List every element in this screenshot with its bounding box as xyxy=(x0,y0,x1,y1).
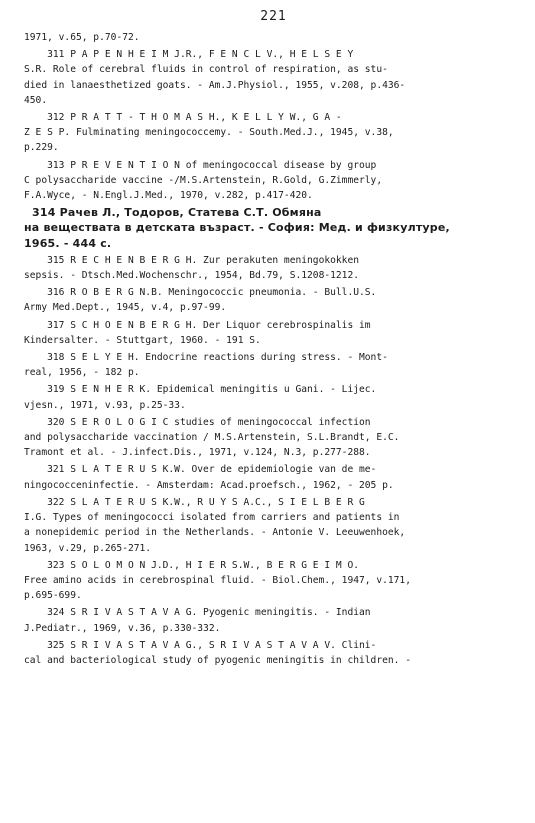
entry-line: vjesn., 1971, v.93, p.25-33. xyxy=(24,399,186,411)
entry-line: a nonepidemic period in the Netherlands. - Antonie V. Leeuwenhoek, xyxy=(24,527,406,539)
entry-line: 316 R O B E R G N.B. Meningococcic pneumonia. - Bull.U.S. xyxy=(24,287,377,299)
entry-line: real, 1956, - 182 p. xyxy=(24,367,140,379)
entry-line: Kindersalter. - Stuttgart, 1960. - 191 S. xyxy=(24,334,261,346)
entry-line: Free amino acids in cerebrospinal fluid. - Biol.Chem., 1947, v.171, xyxy=(24,574,411,586)
entry-line: and polysaccharide vaccination / M.S.Artenstein, S.L.Brandt, E.C. xyxy=(24,432,400,444)
bibliography-entry xyxy=(24,253,523,283)
entry-line: J.Pediatr., 1969, v.36, p.330-332. xyxy=(24,622,221,634)
bibliography-entry xyxy=(24,415,523,461)
entry-line: cal and bacteriological study of pyogenic meningitis in children. - xyxy=(24,654,411,666)
entry-line: 1971, v.65, p.70-72. xyxy=(24,32,140,43)
entry-line: 315 R E C H E N B E R G H. Zur perakuten meningokokken xyxy=(24,254,360,266)
bibliography-entry xyxy=(24,285,523,315)
entry-line: 317 S C H O E N B E R G H. Der Liquor cerebrospinalis im xyxy=(24,319,371,331)
entry-line: sepsis. - Dtsch.Med.Wochenschr., 1954, Bd.79, S.1208-1212. xyxy=(24,270,360,282)
entry-line: 321 S L A T E R U S K.W. Over de epidemiologie van de me- xyxy=(24,464,377,476)
entry-line: C polysaccharide vaccine -/M.S.Artenstein, R.Gold, G.Zimmerly, xyxy=(24,174,383,186)
entry-line: 450. xyxy=(24,94,48,106)
entry-line: died in lanaesthetized goats. - Am.J.Physiol., 1955, v.208, p.436- xyxy=(24,79,406,91)
entry-line: 311 P A P E N H E I M J.R., F E N C L V., H E L S E Y xyxy=(24,49,354,61)
bibliography-entry xyxy=(24,495,523,556)
entry-line: p.695-699. xyxy=(24,590,82,602)
entry-line: 1965. - 444 с. xyxy=(24,236,112,250)
entry-line: Z E S P. Fulminating meningococcemy. - South.Med.J., 1945, v.38, xyxy=(24,127,394,139)
bibliography-entry xyxy=(24,110,523,156)
entry-line: 319 S E N H E R K. Epidemical meningitis u Gani. - Lijec. xyxy=(24,384,377,396)
entry-line: 324 S R I V A S T A V A G. Pyogenic meningitis. - Indian xyxy=(24,607,371,619)
entry-line: 323 S O L O M O N J.D., H I E R S.W., B E R G E I M O. xyxy=(24,559,360,571)
bibliography-entry xyxy=(24,318,523,348)
bibliography-entry xyxy=(24,638,523,668)
bibliography-entry xyxy=(24,30,523,45)
bibliography-entry xyxy=(24,47,523,108)
entry-line: 312 P R A T T - T H O M A S H., K E L L Y W., G A - xyxy=(24,112,342,124)
bibliography-entry xyxy=(24,205,523,251)
bibliography-entry xyxy=(24,158,523,204)
entry-line: S.R. Role of cerebral fluids in control of respiration, as stu- xyxy=(24,64,388,76)
entry-line: F.A.Wyce, - N.Engl.J.Med., 1970, v.282, p.417-420. xyxy=(24,190,313,202)
bibliography-entry xyxy=(24,605,523,635)
bibliography-entry xyxy=(24,558,523,604)
bibliography-entry xyxy=(24,462,523,492)
entry-line: p.229. xyxy=(24,142,59,154)
entry-line: Army Med.Dept., 1945, v.4, p.97-99. xyxy=(24,302,227,314)
entry-line: на веществата в детската възраст. - София: Мед. и физкултуре, xyxy=(24,221,450,235)
entry-line: 313 P R E V E N T I O N of meningococcal disease by group xyxy=(24,159,377,171)
entry-line: 318 S E L Y E H. Endocrine reactions during stress. - Mont- xyxy=(24,352,388,364)
bibliography-entry xyxy=(24,382,523,412)
entry-line: I.G. Types of meningococci isolated from carriers and patients in xyxy=(24,512,400,524)
bibliography-list xyxy=(24,30,523,668)
bibliography-entry xyxy=(24,350,523,380)
entry-line: 322 S L A T E R U S K.W., R U Y S A.C., S I E L B E R G xyxy=(24,496,365,508)
entry-line: 325 S R I V A S T A V A G., S R I V A S T A V A V. Clini- xyxy=(24,639,377,651)
entry-line: 320 S E R O L O G I C studies of meningococcal infection xyxy=(24,416,371,428)
entry-line: Tramont et al. - J.infect.Dis., 1971, v.124, N.3, p.277-288. xyxy=(24,447,371,459)
entry-line: ningococceninfectie. - Amsterdam: Acad.proefsch., 1962, - 205 p. xyxy=(24,479,394,491)
entry-line: 314 Рачев Л., Тодоров, Статева С.Т. Обмяна xyxy=(24,206,322,220)
entry-line: 1963, v.29, p.265-271. xyxy=(24,542,152,554)
page-number: 221 xyxy=(260,9,287,24)
